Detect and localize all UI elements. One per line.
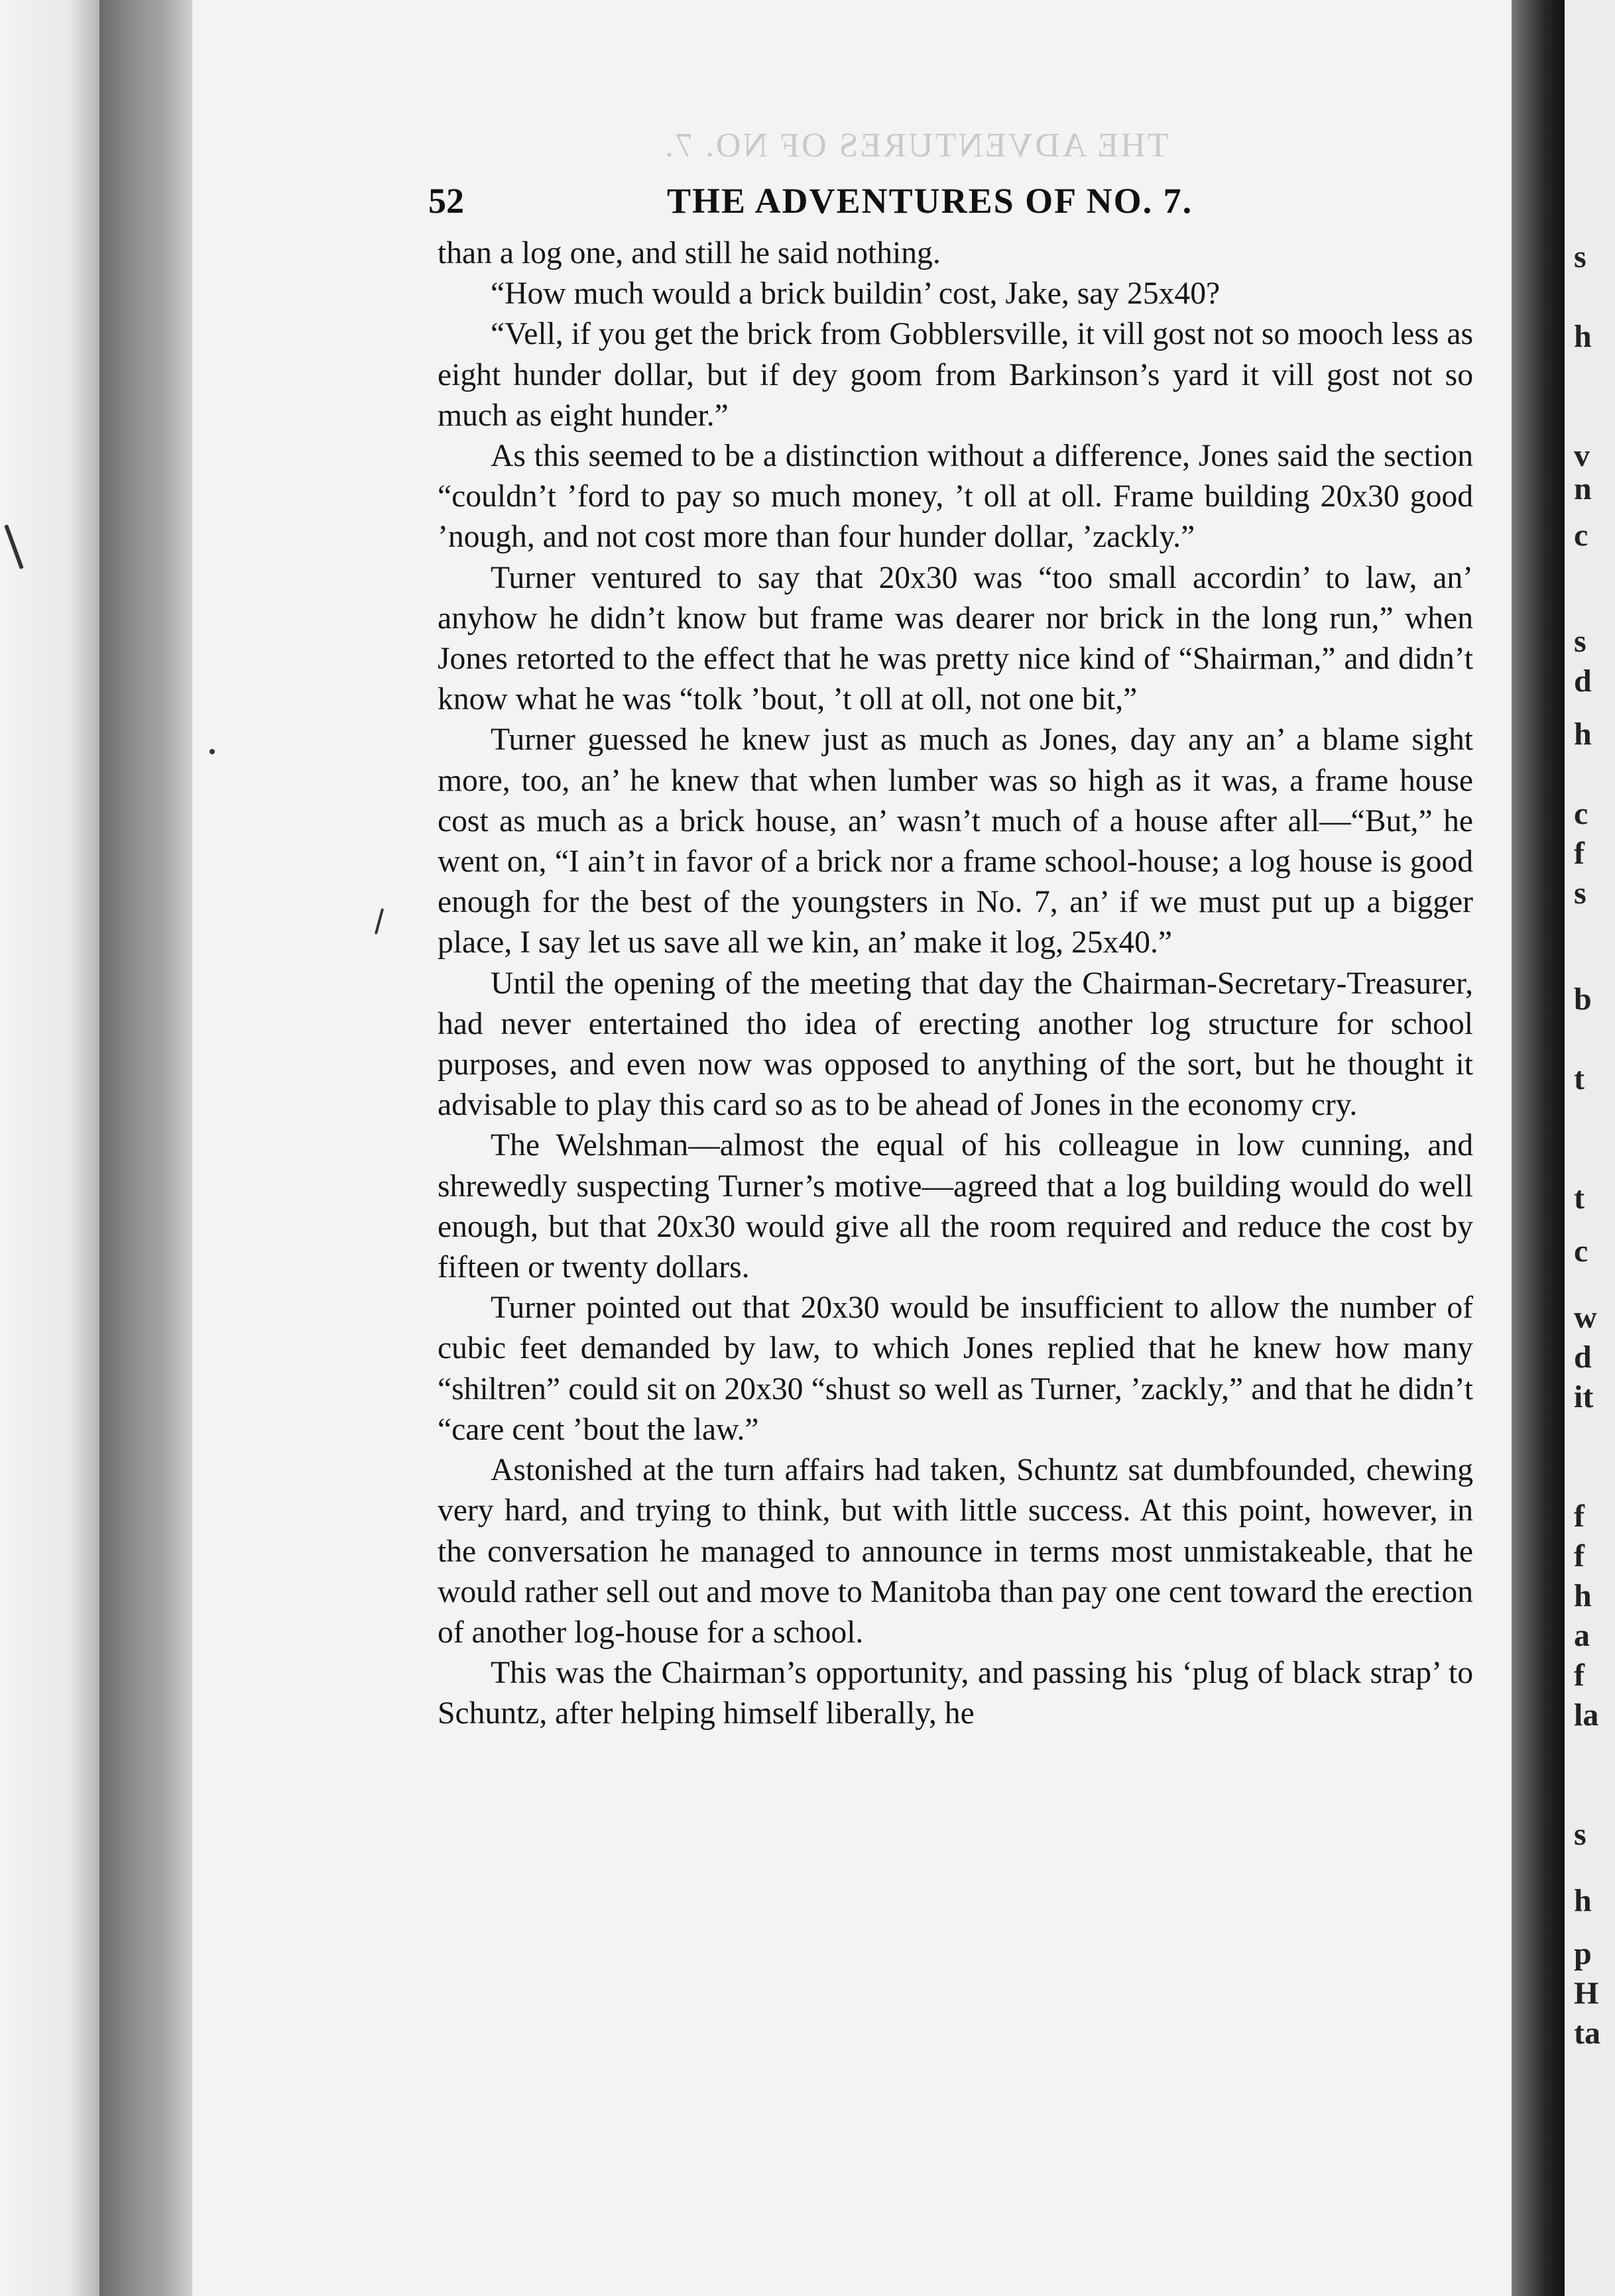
facing-page-fragment: s — [1574, 1817, 1586, 1852]
paragraph: than a log one, and still he said nothing. — [438, 236, 941, 270]
facing-page-fragment: c — [1574, 796, 1588, 831]
facing-page-fragment: d — [1574, 663, 1592, 699]
facing-page-fragment: h — [1574, 1883, 1592, 1918]
book-gutter — [1512, 0, 1565, 2296]
facing-page-edge — [1565, 0, 1615, 2296]
left-margin — [0, 0, 99, 2296]
paragraph: Turner ventured to say that 20x30 was “too small accordin’ to law, an’ anyhow he didn’t know but frame was dearer nor brick in the long run,” when Jones retorted to the effect that he was pretty nice kind of “Shairman,” and didn’t know what he was “tolk ’bout, ’t oll at oll, not one bit,” — [438, 560, 1473, 717]
facing-page-fragment: la — [1574, 1697, 1599, 1733]
facing-page-fragment: s — [1574, 876, 1586, 911]
facing-page-fragment: p — [1574, 1936, 1592, 1971]
facing-page-fragment: t — [1574, 1180, 1585, 1216]
facing-page-fragment: h — [1574, 1578, 1592, 1613]
facing-page-fragment: w — [1574, 1300, 1597, 1335]
paragraph: Until the opening of the meeting that day the Chairman-Secretary-Treasurer, had never entertained tho idea of erecting another log structure for school purposes, and even now was opposed to anything of the sort, but he thought it advisable to play this card so as to be ahead of Jones in the economy cry. — [438, 966, 1473, 1123]
paragraph: Astonished at the turn affairs had taken, Schuntz sat dumbfounded, chewing very hard, and trying to think, but with little success. At this point, however, in the conversation he managed to announce in terms most unmistakeable, that he would rather sell out and move to Manitoba than pay one cent toward the erection of another log-house for a school. — [438, 1453, 1473, 1650]
facing-page-fragment: t — [1574, 1061, 1585, 1096]
scan-mark — [209, 749, 215, 754]
facing-page-fragment: b — [1574, 982, 1592, 1017]
page-header — [428, 180, 1469, 233]
facing-page-fragment: f — [1574, 1538, 1585, 1574]
paragraph: “How much would a brick buildin’ cost, Jake, say 25x40? — [491, 276, 1221, 312]
bleed-through-title: THE ADVENTURES OF NO. 7. — [663, 127, 1169, 164]
facing-page-fragment: ta — [1574, 2016, 1600, 2051]
facing-page-fragment: c — [1574, 518, 1588, 553]
facing-page-fragment: it — [1574, 1379, 1594, 1414]
facing-page-fragment: f — [1574, 836, 1585, 871]
facing-page-fragment: f — [1574, 1499, 1585, 1534]
running-title: THE ADVENTURES OF NO. 7. — [667, 181, 1193, 221]
paragraph: “Vell, if you get the brick from Gobblersville, it vill gost not so mooch less as eight hunder dollar, but if dey goom from Barkinson’s yard it vill gost not so much as eight hunder.” — [438, 317, 1473, 433]
paragraph: Turner guessed he knew just as much as Jones, day any an’ a blame sight more, too, an’ he knew that when lumber was so high as it was, a frame house cost as much as a brick house, an’ wasn’t much of a house after all—“But,” he went on, “I ain’t in favor of a brick nor a frame school-house; a log house is good enough for the best of the youngsters in No. 7, an’ if we must put up a bigger place, I say let us save all we kin, an’ make it log, 25x40.” — [438, 722, 1473, 960]
facing-page-fragment: v — [1574, 438, 1590, 473]
body-text — [438, 233, 1473, 1735]
facing-page-fragment: h — [1574, 319, 1592, 354]
facing-page-fragment: d — [1574, 1340, 1592, 1375]
paragraph: As this seemed to be a distinction without a difference, Jones said the section “couldn’t ’ford to pay so much money, ’t oll at oll. Frame building 20x30 good ’nough, and not cost more than four hunder dollar, ’zackly.” — [438, 439, 1473, 555]
facing-page-fragment: n — [1574, 471, 1592, 506]
facing-page-fragment: a — [1574, 1618, 1590, 1653]
facing-page-fragment: s — [1574, 624, 1586, 659]
facing-page-fragment: c — [1574, 1234, 1588, 1269]
paragraph: This was the Chairman’s opportunity, and passing his ‘plug of black strap’ to Schuntz, after helping himself liberally, he — [438, 1656, 1473, 1731]
page-edge-shadow — [99, 0, 192, 2296]
facing-page-fragment: h — [1574, 717, 1592, 752]
paragraph: The Welshman—almost the equal of his colleague in low cunning, and shrewedly suspecting Turner’s motive—agreed that a log building would do well enough, but that 20x30 would give all the room required and reduce the cost by fifteen or twenty dollars. — [438, 1128, 1473, 1285]
facing-page-fragment: f — [1574, 1658, 1585, 1693]
facing-page-fragment: s — [1574, 239, 1586, 274]
paragraph: Turner pointed out that 20x30 would be insufficient to allow the number of cubic feet demanded by law, to which Jones replied that he knew how many “shiltren” could sit on 20x30 “shust so well as Turner, ’zackly,” and that he didn’t “care cent ’bout the law.” — [438, 1291, 1473, 1447]
page-number: 52 — [428, 181, 464, 221]
facing-page-fragment: H — [1574, 1976, 1599, 2011]
